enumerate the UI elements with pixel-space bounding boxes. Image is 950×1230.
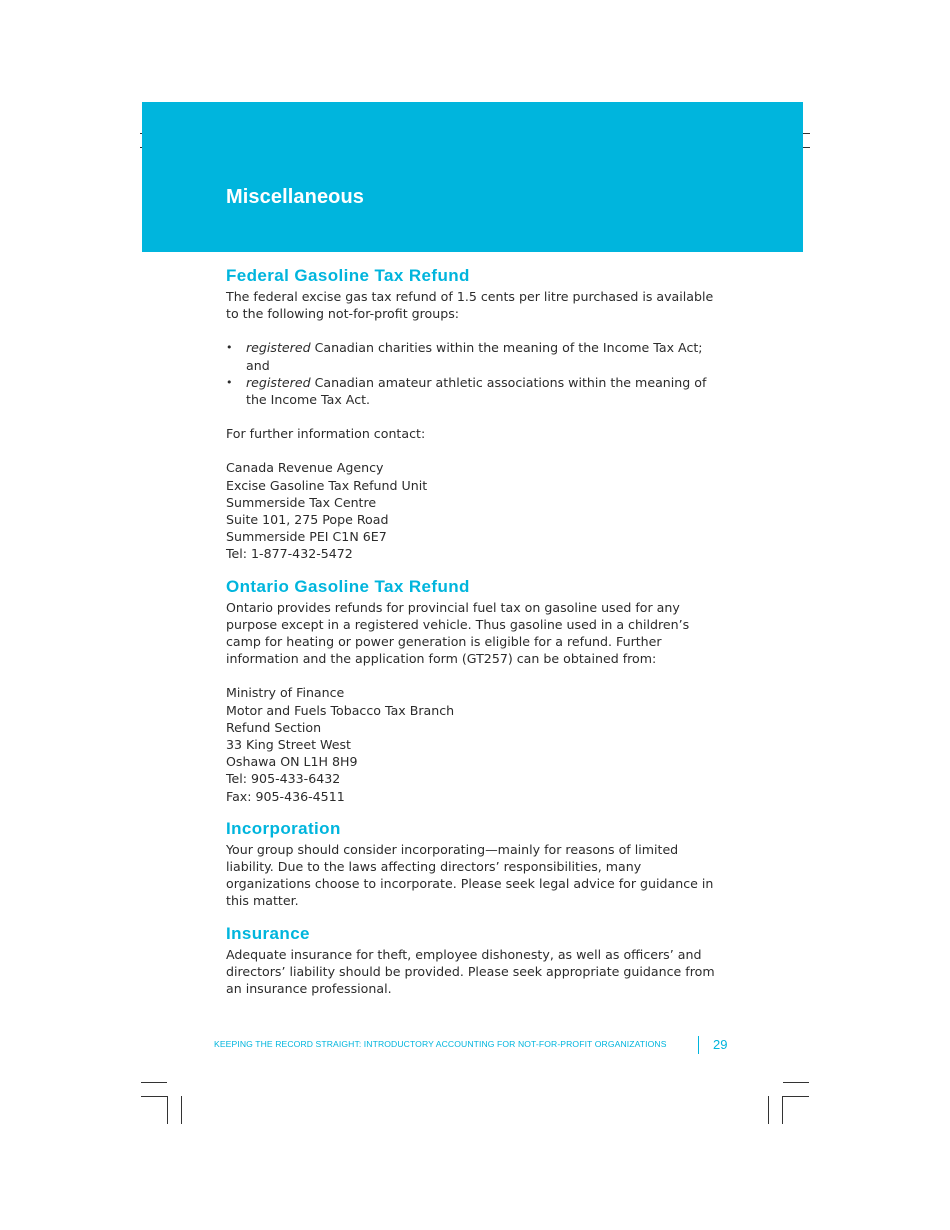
address-line: Canada Revenue Agency: [226, 460, 384, 476]
insurance-heading: Insurance: [226, 923, 310, 943]
crop-mark: [768, 1096, 769, 1124]
address-line: Refund Section: [226, 719, 322, 735]
address-line: Motor and Fuels Tobacco Tax Branch: [226, 702, 455, 718]
address-line: 33 King Street West: [226, 737, 351, 753]
ontario-address: [226, 684, 726, 804]
address-line: Ministry of Finance: [226, 685, 345, 701]
address-line: Summerside Tax Centre: [226, 494, 377, 510]
incorporation-heading: Incorporation: [226, 818, 341, 838]
address-line: Tel: 1-877-432-5472: [226, 546, 353, 562]
crop-mark: [141, 1096, 167, 1097]
incorporation-body: Your group should consider incorporating—mainly for reasons of limited liability. Due to the laws affecting directors’ responsibilities, many organizations choose to incorporate. Please seek legal advice for guidance in this matter.: [226, 841, 714, 909]
crop-mark: [783, 1096, 809, 1097]
address-line: Oshawa ON L1H 8H9: [226, 754, 358, 770]
insurance-body: Adequate insurance for theft, employee dishonesty, as well as officers’ and directors’ liability should be provided. Please seek appropriate guidance from an insurance professional.: [226, 946, 715, 997]
running-title: KEEPING THE RECORD STRAIGHT: INTRODUCTORY ACCOUNTING FOR NOT-FOR-PROFIT ORGANIZATIONS: [214, 1039, 667, 1049]
list-item: • registered Canadian charities within the meaning of the Income Tax Act; and: [226, 339, 726, 373]
address-line: Fax: 905-436-4511: [226, 788, 345, 804]
ontario-body: Ontario provides refunds for provincial fuel tax on gasoline used for any purpose except in a registered vehicle. Thus gasoline used in a children’s camp for heating or power generation is eligible for a refund. Further information and the application form (GT257) can be obtained from:: [226, 599, 690, 667]
page-footer: [214, 1036, 734, 1056]
ontario-heading: Ontario Gasoline Tax Refund: [226, 576, 470, 596]
footer-divider: [698, 1036, 699, 1054]
federal-intro: The federal excise gas tax refund of 1.5 cents per litre purchased is available to the following not-for-profit groups:: [226, 289, 714, 322]
federal-address: [226, 459, 726, 562]
federal-heading: Federal Gasoline Tax Refund: [226, 266, 470, 285]
page-content: [226, 264, 726, 997]
address-line: Excise Gasoline Tax Refund Unit: [226, 477, 428, 493]
crop-mark: [141, 1082, 167, 1083]
list-item: • registered Canadian amateur athletic associations within the meaning of the Income Tax Act.: [226, 374, 726, 408]
crop-mark: [783, 1082, 809, 1083]
address-line: Suite 101, 275 Pope Road: [226, 512, 389, 528]
section-banner: [142, 102, 803, 252]
crop-mark: [782, 1096, 783, 1124]
contact-label: For further information contact:: [226, 426, 426, 442]
address-line: Tel: 905-433-6432: [226, 771, 341, 787]
eligible-groups-list: [226, 339, 726, 408]
address-line: Summerside PEI C1N 6E7: [226, 529, 387, 545]
crop-mark: [803, 147, 810, 148]
section-title: Miscellaneous: [226, 186, 365, 208]
page-number: 29: [713, 1037, 728, 1052]
crop-mark: [167, 1096, 168, 1124]
crop-mark: [181, 1096, 182, 1124]
crop-mark: [803, 133, 810, 134]
